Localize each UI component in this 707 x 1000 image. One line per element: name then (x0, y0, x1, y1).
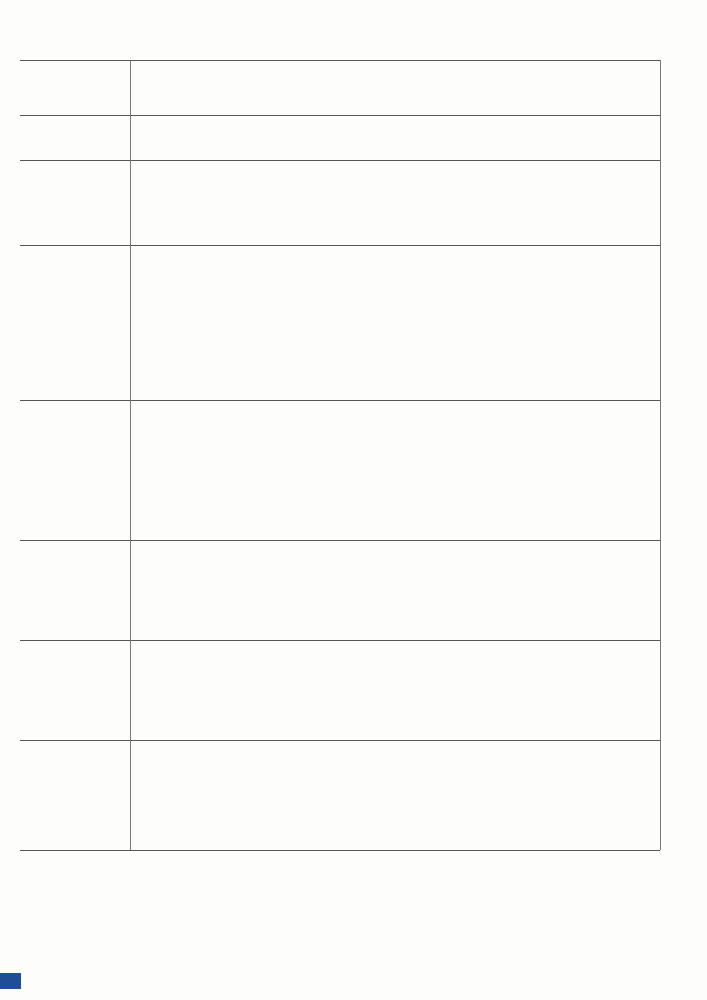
rule (20, 540, 660, 541)
rule (20, 640, 660, 641)
rule (20, 850, 660, 851)
rule (20, 740, 660, 741)
rule (20, 160, 660, 161)
rule (20, 400, 660, 401)
rule (20, 245, 660, 246)
table-border (660, 60, 661, 850)
rule (20, 115, 660, 116)
rule (20, 60, 660, 61)
table-border (130, 60, 131, 850)
dfg-logo (0, 973, 21, 989)
